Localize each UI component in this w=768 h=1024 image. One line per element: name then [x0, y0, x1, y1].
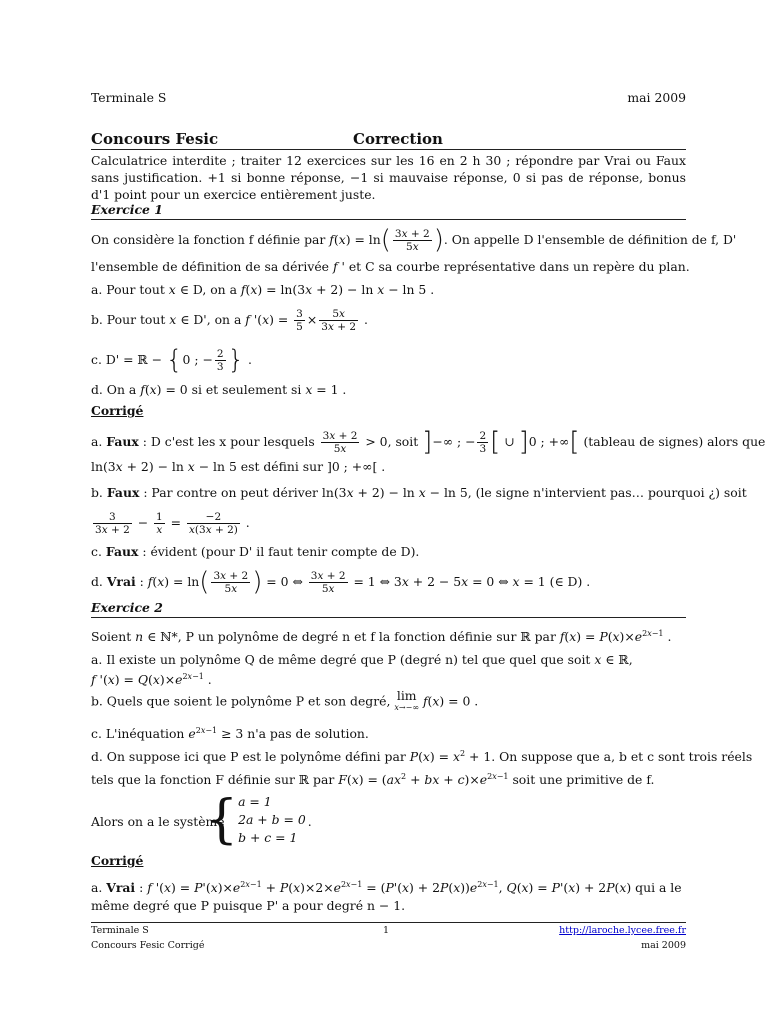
intro-text: Calculatrice interdite ; traiter 12 exercices sur les 16 en 2 h 30 ; répondre par Vrai ou Faux sans justification. +1 si bonne réponse, −1 si mauvaise réponse, 0 si pas de réponse, bonus d'1 point pour un exercice entièrement juste.	[91, 153, 686, 202]
document-page	[91, 0, 766, 1024]
ex1-intro-line1: On considère la fonction f définie par f(x) = ln( $\frac{3x + 2}{5x}$ ). On appelle D l'ensemble de définition de f, D'	[91, 225, 737, 255]
exercise-2-heading: Exercice 2	[91, 600, 163, 615]
ex2-question-b: b. Quels que soient le polynôme P et son degré, lim x→−∞ f(x) = 0 .	[91, 688, 479, 712]
ex2-question-a-line2: f '$(x) = Q(x)\times e^{2x-1}$ .	[91, 672, 212, 688]
footer-link[interactable]: http://laroche.lycee.free.fr	[559, 925, 686, 936]
footer-page-number: 1	[383, 925, 390, 936]
ex1-correction-d: d. Vrai : f(x) = ln( $\frac{3x + 2}{5x}$ ) = 0 ⇔ $\frac{3x + 2}{5x}$ = 1 ⇔ 3x + 2 − 5x = 0 ⇔ x = 1 (∈ D) .	[91, 567, 591, 597]
ex1-correction-c: c. Faux : évident (pour D' il faut tenir compte de D).	[91, 544, 420, 559]
footer-row-2	[91, 940, 686, 951]
ex1-question-d: d. On a f(x) = 0 si et seulement si x = 1 .	[91, 382, 347, 397]
title-center: Correction	[353, 130, 443, 148]
ex1-correction-b-line2: $\frac{3}{3x + 2}$ − $\frac{1}{x}$ = $\frac{-2}{x(3x + 2)}$ .	[95, 511, 250, 536]
header-left: Terminale S	[91, 90, 167, 105]
footer-left-1: Terminale S	[91, 925, 149, 936]
ex2-system: { a = 1 2a + b = 0 b + c = 1 .	[205, 790, 312, 850]
ex1-corrige-heading: Corrigé	[91, 403, 144, 418]
ex2-corrige-heading: Corrigé	[91, 853, 144, 868]
ex1-correction-a: a. Faux : D c'est les x pour lesquels $\frac{3x + 2}{5x}$ > 0, soit ]−∞ ; − $\frac{2}{3}$ [ ∪ ]0 ; +∞[ (tableau de signes) alors que	[91, 427, 766, 457]
header-right: mai 2009	[627, 90, 686, 105]
divider	[91, 219, 686, 220]
ex1-question-a: a. Pour tout x ∈ D, on a f(x) = ln(3x + 2) − ln x − ln 5 .	[91, 282, 435, 297]
footer-left-2: Concours Fesic Corrigé	[91, 940, 205, 951]
footer-divider	[91, 922, 686, 923]
page-header	[91, 89, 686, 106]
ex2-intro: Soient n ∈ ℕ*, P un polynôme de degré n et f la fonction définie sur ℝ par $f(x) = P(x)\times e^{2x-1}$ .	[91, 629, 672, 645]
ex2-question-d-line2: tels que la fonction F définie sur ℝ par $F(x) = (ax^2$ + bx + $c)\times e^{2x-1}$ soit une primitive de f.	[91, 772, 655, 788]
title-left: Concours Fesic	[91, 130, 219, 148]
footer-right-2: mai 2009	[641, 940, 686, 951]
ex2-question-a: a. Il existe un polynôme Q de même degré que P (degré n) tel que quel que soit x ∈ ℝ,	[91, 652, 633, 667]
ex2-question-c: c. L'inéquation $e^{2x-1} \ge 3$ n'a pas de solution.	[91, 726, 369, 742]
ex1-correction-a-line2: ln(3x + 2) − ln x − ln 5 est défini sur ]0 ; +∞[ .	[91, 459, 386, 474]
exercise-1-heading: Exercice 1	[91, 202, 163, 217]
divider	[91, 617, 686, 618]
footer-row-1	[91, 925, 686, 936]
ex2-correction-a: a. Vrai : f '$(x) = P'(x)\times e^{2x-1} + P(x)\times 2\times e^{2x-1} = (P'(x) + 2P(x))e^{2x-1}$, Q(x) = P'(x) + 2P(x) qui a le	[91, 880, 682, 896]
ex2-system-intro: Alors on a le système	[91, 814, 225, 829]
page-title	[91, 130, 686, 148]
divider	[91, 149, 686, 150]
ex2-correction-a-line2: même degré que P puisque P' a pour degré n − 1.	[91, 898, 406, 913]
ex1-question-b: b. Pour tout x ∈ D', on a f '(x) = $\frac{3}{5}$ × $\frac{5x}{3x + 2}$ .	[91, 308, 368, 333]
ex2-question-d: d. On suppose ici que P est le polynôme défini par $P(x) = x^2 + 1$. On suppose que a, b et c sont trois réels	[91, 749, 753, 765]
ex1-intro-line2: l'ensemble de définition de sa dérivée f ' et C sa courbe représentative dans un repère du plan.	[91, 259, 690, 274]
ex1-correction-b: b. Faux : Par contre on peut dériver ln(3x + 2) − ln x − ln 5, (le signe n'intervient pas… pourquoi ¿) soit	[91, 485, 747, 500]
ex1-question-c: c. D' = ℝ − {0 ; − $\frac{2}{3}$ } .	[91, 345, 252, 375]
